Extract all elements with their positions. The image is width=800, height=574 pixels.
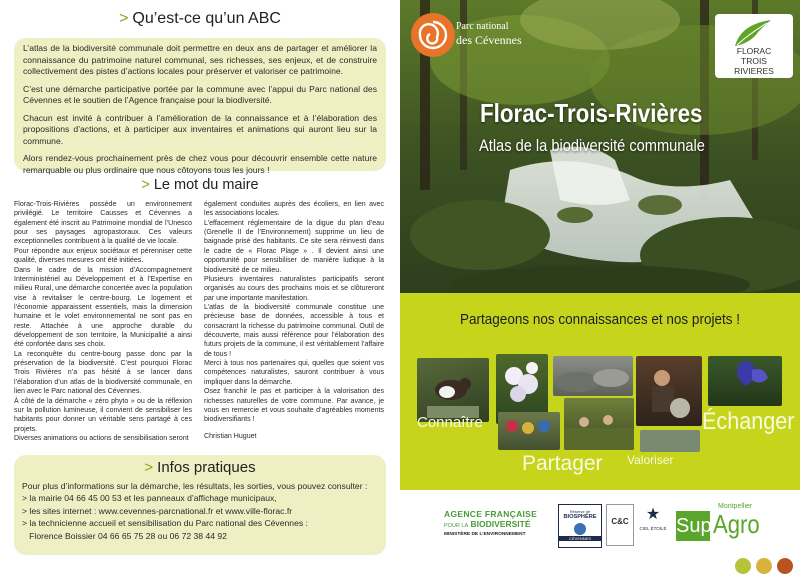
afb-line3: MINISTÈRE DE L’ENVIRONNEMENT bbox=[444, 532, 526, 537]
mayor-column-2 bbox=[204, 200, 384, 441]
tagline: Partageons nos connaissances et nos projets ! bbox=[460, 311, 740, 328]
afb-logo bbox=[444, 509, 549, 537]
mayor-paragraph: La reconquête du centre-bourg passe donc par la préservation de la biodiversité. C’est pourquoi Florac Trois Rivières n’a pas hésité à se lancer dans l’élaboration d’un atlas de la biodiversité communale, en lien avec le Parc national des Cévennes. bbox=[14, 350, 192, 396]
info-box bbox=[14, 455, 386, 555]
photo-field bbox=[564, 398, 634, 450]
commune-logo bbox=[715, 14, 793, 78]
info-heading bbox=[22, 459, 378, 476]
abc-paragraph: Alors rendez-vous prochainement près de chez vous pour découvrir ensemble cette nature remarquable ou plus ordinaire que nous côtoyons tous les jours ! bbox=[23, 153, 377, 175]
causses-cevennes-logo bbox=[606, 504, 634, 546]
photo-bowl bbox=[640, 430, 700, 452]
cc-label: C&C bbox=[611, 517, 629, 526]
afb-line2-prefix: POUR LA bbox=[444, 523, 469, 529]
photo-people bbox=[636, 356, 702, 426]
abc-paragraph: L’atlas de la biodiversité communale doit permettre en deux ans de partager et améliorer la connaissance du patrimoine naturel communal, ses richesses, ses enjeux, et de construire collectivement des pistes d’actions locales pour préserver et valoriser ce patrimoine. bbox=[23, 43, 377, 77]
biosphere-logo bbox=[558, 504, 602, 548]
mayor-signature: Christian Huguet bbox=[204, 432, 257, 440]
afb-line2-bold: BIODIVERSITÉ bbox=[470, 519, 531, 529]
biosphere-line3: CÉVENNES bbox=[559, 536, 601, 541]
decor-dot bbox=[735, 558, 751, 574]
mayor-title: Le mot du maire bbox=[153, 177, 259, 193]
commune-logo-line: RIVIERES bbox=[734, 66, 774, 76]
mayor-column-1 bbox=[14, 200, 192, 443]
page-title: Florac-Trois-Rivières bbox=[480, 98, 703, 128]
supagro-sup-box bbox=[676, 511, 710, 541]
commune-logo-line: TROIS bbox=[741, 56, 767, 66]
abc-paragraph: Chacun est invité à contribuer à l’amélioration de la connaissance et à l’élaboration des propositions d’actions, et à participer aux inventaires et animations qui auront lieu sur la commune. bbox=[23, 112, 377, 146]
photo-credit: Image reçue de la mise en valeur de l’eau en Cévennes · Crédits photos : Parc national des Cévennes bbox=[392, 150, 396, 304]
mayor-heading bbox=[0, 177, 400, 193]
mayor-paragraph: Pour répondre aux enjeux sociétaux et pérenniser cette qualité, diverses mesures ont été initiées. bbox=[14, 247, 192, 265]
mayor-paragraph: L’effacement réglementaire de la digue du plan d’eau (Grenelle II de l’Environnement) supprime un lieu de baignade prisé des habitants. Ce site sera réinvesti dans le cadre de « Florac Plage » . Il devient ainsi une opportunité pour sensibiliser de manière ludique à la biodiversité de ce milieu. bbox=[204, 219, 384, 274]
mayor-paragraph: Plusieurs inventaires naturalistes participatifs seront organisés au cours des prochains mois et se clôtureront par une importante manifestation. bbox=[204, 275, 384, 302]
word-valoriser: Valoriser bbox=[627, 453, 674, 467]
afb-line1: AGENCE FRANÇAISE bbox=[444, 509, 538, 519]
mayor-paragraph: également conduites auprès des écoliers, en lien avec les associations locales. bbox=[204, 201, 384, 218]
abc-marker: > bbox=[119, 10, 129, 27]
commune-logo-line: FLORAC bbox=[736, 46, 772, 56]
mayor-paragraph: L’atlas de la biodiversité communale constitue une précieuse base de données, accessible à tous et consacrant la richesse du patrimoine communal. Outil de découverte, mais aussi référence pour l’élaboration des futurs projets de la commune, il est véritablement l’affaire de tous ! bbox=[204, 303, 384, 358]
etoile-label: CIEL ÉTOILÉ bbox=[639, 526, 667, 531]
word-partager: Partager bbox=[522, 452, 603, 475]
mayor-paragraph: Diverses animations ou actions de sensibilisation seront bbox=[14, 434, 189, 442]
parc-logo-line2: des Cévennes bbox=[456, 33, 522, 47]
word-connaitre: Connaître bbox=[417, 414, 483, 431]
info-marker: > bbox=[144, 459, 154, 476]
globe-icon bbox=[574, 523, 586, 535]
photo-iris bbox=[708, 356, 782, 406]
page-subtitle: Atlas de la biodiversité communale bbox=[479, 136, 705, 155]
spiral-icon bbox=[410, 12, 456, 58]
info-title: Infos pratiques bbox=[157, 459, 256, 476]
decor-dot bbox=[756, 558, 772, 574]
abc-box bbox=[14, 38, 386, 175]
supagro-sup: Sup bbox=[676, 515, 712, 537]
abc-paragraph: C’est une démarche participative portée par la commune avec l’appui du Parc national des Cévennes et le soutien de l’Agence française pour la biodiversité. bbox=[23, 83, 377, 106]
info-line: > la mairie 04 66 45 00 53 et les panneaux d’affichage municipaux, bbox=[22, 493, 277, 504]
abc-heading bbox=[0, 10, 400, 28]
photo-rocks bbox=[553, 356, 633, 396]
biosphere-line2: BIOSPHÈRE bbox=[563, 514, 597, 520]
biosphere-line1: Réserve de bbox=[569, 509, 591, 514]
mayor-paragraph: Osez franchir le pas et participer à la valorisation des richesses naturelles de votre commune. Par avance, je vous en remercie et vous souhaite d’agréables moments biodiversifiants ! bbox=[204, 388, 384, 424]
decor-dot bbox=[777, 558, 793, 574]
info-line: Pour plus d’informations sur la démarche, les résultats, les sorties, vous pouvez consulter : bbox=[22, 481, 368, 491]
supagro-logo bbox=[676, 503, 786, 545]
info-line: Florence Boissier 04 66 65 75 28 ou 06 72 38 44 92 bbox=[22, 530, 227, 541]
mayor-marker: > bbox=[141, 177, 150, 193]
photo-kids bbox=[498, 412, 560, 450]
mayor-paragraph: Merci à tous nos partenaires qui, quelles que soient vos compétences naturalistes, sauront contribuer à vous impliquer dans la démarche. bbox=[204, 360, 384, 386]
mayor-paragraph: Dans le cadre de la mission d’Accompagnement Interministériel au Développement et à l’Expertise en milieu Rural, une démarche concertée avec la population vise à revitaliser le centre-bourg. Le logement et l’économie apparaissent essentiels, mais la dimension humaine et le volet environnemental ne sont pas en reste. Attachée à une approche durable du développement de son territoire, la Municipalité a ainsi été confortée dans ses choix. bbox=[14, 266, 192, 349]
parc-national-logo bbox=[410, 12, 550, 62]
star-icon: ★ bbox=[645, 506, 661, 523]
mayor-paragraph: Florac-Trois-Rivières possède un environnement privilégié. Le territoire Causses et Cévennes a également été inscrit au Patrimoine mondial de l’Unesco pour ses paysages agropastoraux. Ces valeurs exceptionnelles contribuent à la qualité de vie locale. bbox=[14, 201, 192, 246]
mayor-paragraph: À côté de la démarche « zéro phyto » ou de la réflexion sur la pollution lumineuse, il convient de sensibiliser les habitants pour donner un véritable sens partagé à ces projets. bbox=[14, 397, 192, 433]
info-line: > la technicienne accueil et sensibilisation du Parc national des Cévennes : bbox=[22, 518, 308, 529]
supagro-agro: Agro bbox=[713, 509, 760, 539]
photo-bird bbox=[417, 358, 489, 422]
ciel-etoile-logo bbox=[637, 504, 669, 544]
parc-logo-line1: Parc national bbox=[456, 21, 509, 32]
abc-title: Qu’est-ce qu’un ABC bbox=[132, 10, 281, 27]
word-echanger: Échanger bbox=[702, 408, 795, 435]
info-line: > les sites internet : www.cevennes-parcnational.fr et www.ville-florac.fr bbox=[22, 505, 293, 516]
supagro-montpellier: Montpellier bbox=[718, 503, 753, 510]
afb-line2 bbox=[444, 519, 549, 529]
leaf-icon bbox=[731, 18, 775, 48]
